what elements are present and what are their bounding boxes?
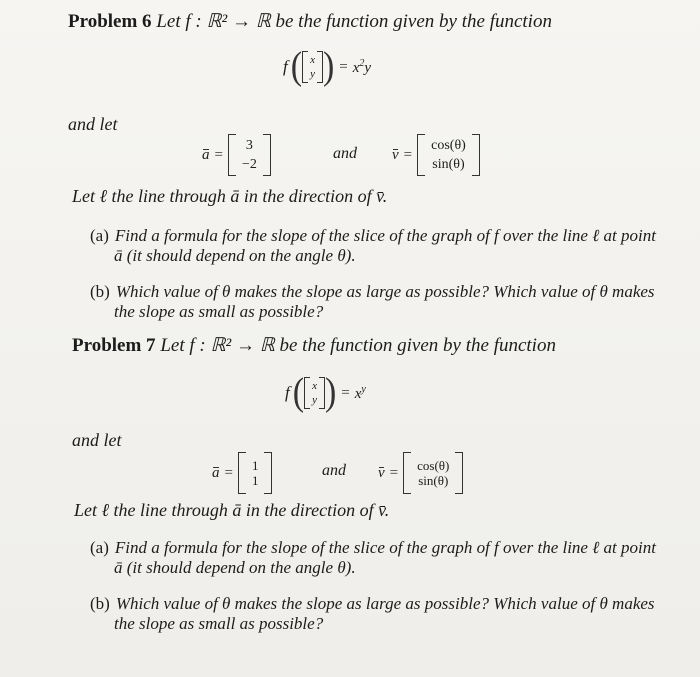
function-name: f [283,57,288,76]
vector-v-entries [425,136,472,174]
input-vector-entries [310,379,319,407]
rhs-exponent: 2 [359,57,365,69]
problem-6-vector-a [202,134,271,176]
problem-7-vector-a [212,452,272,494]
rhs-exponent: y [361,383,366,395]
part-b-label: (b) [90,282,110,301]
vector-v-letter: v [392,146,399,163]
equals-sign: = [339,58,348,75]
right-paren: ) [322,45,335,88]
problem-7-part-a [90,538,656,578]
part-b-line2: the slope as small as possible? [114,302,324,321]
problem-7-intro: Let f : ℝ² → ℝ be the function given by the function [160,335,556,356]
left-bracket [417,134,425,176]
input-vector [302,51,323,83]
problem-6-and-let: and let [68,114,118,134]
part-b-line1: Which value of θ makes the slope as large as possible? Which value of θ makes [115,282,655,301]
problem-7-and-let: and let [72,430,122,450]
vector-a-top: 3 [245,138,253,153]
vector-a-label [202,147,210,164]
function-rhs [353,58,371,77]
vector-v-equals: = [389,464,399,481]
vector-a-equals: = [224,464,233,481]
vector-v-letter: v [378,464,385,481]
part-a-line2: ā (it should depend on the angle θ). [114,246,356,265]
problem-7-header [72,334,556,357]
problem-6-header [68,10,552,33]
vector-v-top: cos(θ) [417,458,450,473]
vector-a-letter: a [202,146,210,163]
rhs-tail: y [364,59,372,76]
input-y: y [310,68,315,80]
function-rhs [355,384,366,403]
vector-a-entries [246,458,265,488]
right-bracket [263,134,271,176]
vector-a-bottom: −2 [241,157,257,172]
rhs-base: x [354,385,362,402]
part-b-label: (b) [90,594,110,613]
right-bracket [472,134,480,176]
left-paren: ( [290,45,303,88]
input-vector [304,377,325,409]
problem-6-part-b [90,282,655,322]
part-a-line1: Find a formula for the slope of the slice of the graph of f over the line ℓ at point [114,226,656,245]
input-x: x [312,380,317,392]
part-a-line2: ā (it should depend on the angle θ). [114,558,356,577]
vector-a-letter: a [212,464,220,481]
part-b-line2: the slope as small as possible? [114,614,324,633]
input-y: y [312,394,317,406]
vector-v-top: cos(θ) [431,138,466,153]
part-b-line1: Which value of θ makes the slope as large as possible? Which value of θ makes [115,594,655,613]
right-bracket [264,452,272,494]
problem-6-vector-v [392,134,480,176]
part-a-line1: Find a formula for the slope of the slice of the graph of f over the line ℓ at point [114,538,656,557]
problem-6-intro: Let f : ℝ² → ℝ be the function given by the function [156,11,552,32]
left-paren: ( [292,371,305,414]
problem-6-and: and [333,145,357,162]
problem-7-and: and [322,462,346,479]
part-a-label: (a) [90,226,109,245]
problem-6-part-a [90,226,656,266]
right-paren: ) [324,371,337,414]
equals-sign: = [341,384,350,401]
problem-7-line-def: Let ℓ the line through ā in the direction of v̄. [74,500,390,520]
vector-a-entries [236,136,263,174]
vector-a-equals: = [214,146,223,163]
vector-a-bottom: 1 [251,473,259,488]
input-x: x [310,54,315,66]
vector-v-label [378,465,385,482]
function-name: f [285,383,290,402]
left-bracket [238,452,246,494]
input-vector-entries [308,53,317,81]
vector-v-bottom: sin(θ) [432,157,465,172]
vector-v-entries [411,458,455,488]
vector-a-label [212,465,220,482]
problem-6-title: Problem 6 [68,11,152,32]
part-a-label: (a) [90,538,109,557]
problem-7-vector-v [378,452,463,494]
vector-v-equals: = [403,146,413,163]
right-bracket [455,452,463,494]
problem-7-part-b [90,594,655,634]
left-bracket [403,452,411,494]
rhs-base: x [352,59,360,76]
problem-6-function-display [283,45,372,88]
problem-7-function-display [285,371,366,414]
vector-a-top: 1 [251,458,259,473]
problem-7-title: Problem 7 [72,335,156,356]
problem-6-line-def: Let ℓ the line through ā in the direction of v̄. [72,186,388,206]
vector-v-bottom: sin(θ) [418,473,449,488]
left-bracket [228,134,236,176]
vector-v-label [392,147,399,164]
